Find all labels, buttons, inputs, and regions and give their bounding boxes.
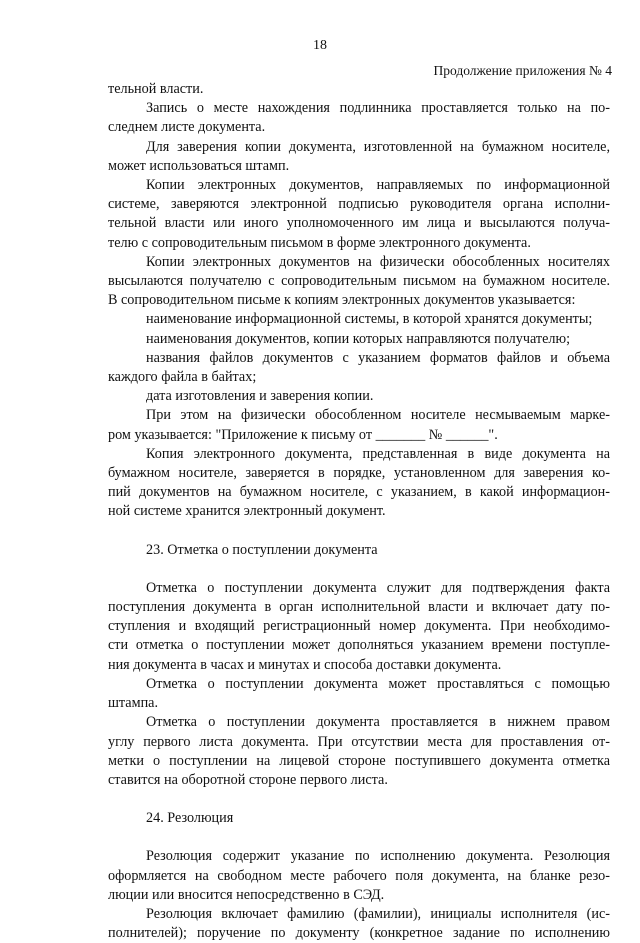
text-line: Для заверения копии документа, изготовленной на бумажном носителе, [146,138,610,155]
text-line: ной системе хранится электронный документ. [108,503,386,520]
text-line: Отметка о поступлении документа может проставляться с помощью [146,675,610,692]
text-line: сти отметка о поступлении может дополняться указанием времени поступле- [108,637,610,654]
text-line: ставится на оборотной стороне первого листа. [108,771,388,788]
text-line: Резолюция включает фамилию (фамилии), инициалы исполнителя (ис- [146,905,610,922]
text-line: углу первого листа документа. При отсутствии места для проставления от- [108,733,610,750]
text-line: каждого файла в байтах; [108,369,257,386]
text-line: оформляется на свободном месте рабочего поля документа, на бланке резо- [108,867,610,884]
text-line: тельной власти или иного уполномоченного им лица и высылаются получа- [108,215,610,232]
section-heading: 23. Отметка о поступлении документа [146,541,378,558]
text-line: Запись о месте нахождения подлинника проставляется только на по- [146,100,610,117]
text-line: системе, заверяются электронной подписью руководителя органа исполни- [108,196,610,213]
text-line: ром указывается: "Приложение к письму от _______ № ______". [108,426,498,443]
page-number: 18 [313,38,327,53]
section-heading: 24. Резолюция [146,810,234,827]
text-line: метки о поступлении на лицевой стороне поступившего документа отметка [108,752,610,769]
text-line: Отметка о поступлении документа проставляется в нижнем правом [146,714,610,731]
text-line: ступления и входящий регистрационный номер документа. При необходимо- [108,618,610,635]
text-line: телю с сопроводительным письмом в форме электронного документа. [108,234,531,251]
text-line: Копии электронных документов на физически обособленных носителях [146,253,610,270]
text-line: люции или вносится непосредственно в СЭД. [108,886,385,903]
text-line: ния документа в часах и минутах и способа доставки документа. [108,656,502,673]
text-line: Отметка о поступлении документа служит для подтверждения факта [146,579,610,596]
text-line: Копия электронного документа, представленная в виде документа на [146,445,610,462]
text-line: наименования документов, копии которых направляются получателю; [146,330,571,347]
text-line: Резолюция содержит указание по исполнению документа. Резолюция [146,848,610,865]
text-line: Копии электронных документов, направляемых по информационной [146,177,610,194]
paragraph-gap [108,790,610,809]
text-line: высылаются получателю с сопроводительным письмом на бумажном носителе. [108,273,610,290]
document-body [108,80,610,943]
appendix-continuation-note: Продолжение приложения № 4 [433,63,612,78]
text-line: может использоваться штамп. [108,157,290,174]
text-line: При этом на физически обособленном носителе несмываемым марке- [146,407,610,424]
text-line: бумажном носителе, заверяется в порядке, установленном для заверения ко- [108,465,610,482]
text-line: пий документов на бумажном носителе, с указанием, в какой информацион- [108,484,610,501]
text-line: полнителей); поручение по документу (конкретное задание по исполнению [108,925,610,942]
text-line: следнем листе документа. [108,119,266,136]
text-line: названия файлов документов с указанием форматов файлов и объема [146,349,610,366]
text-line: наименование информационной системы, в которой хранятся документы; [146,311,593,328]
text-line: дата изготовления и заверения копии. [146,388,374,405]
text-line: поступления документа в орган исполнительной власти и включает дату по- [108,599,610,616]
text-line: В сопроводительном письме к копиям электронных документов указывается: [108,292,576,309]
paragraph-gap [108,828,610,847]
text-line: тельной власти. [108,81,204,97]
paragraph-gap [108,560,610,579]
paragraph-gap [108,522,610,541]
text-line: штампа. [108,695,159,712]
